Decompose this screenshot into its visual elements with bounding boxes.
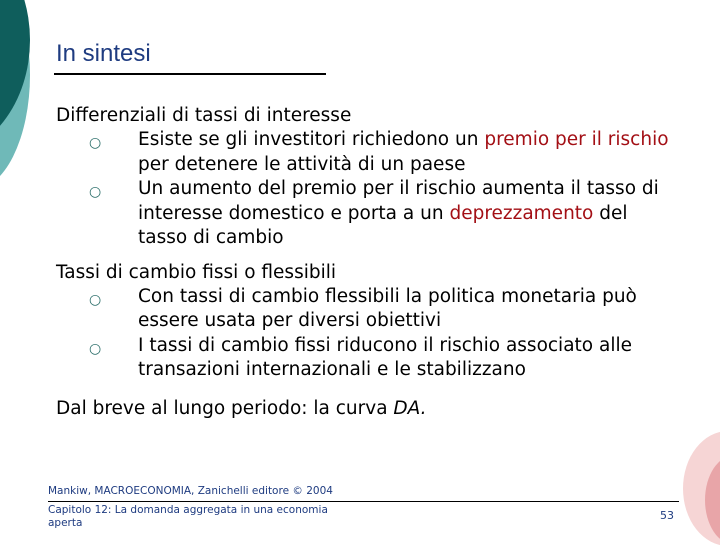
hollow-circle-bullet-icon: ○ [89, 340, 102, 357]
closing-text: Dal breve al lungo periodo: la curva [56, 397, 394, 419]
sections [56, 104, 696, 383]
bullet-text: per detenere le attività di un paese [138, 153, 466, 175]
bullet-text: del tasso di cambio [138, 202, 628, 248]
bullet-text: Con tassi di cambio flessibili la politica monetaria può essere usata per diversi obiettivi [138, 285, 637, 331]
title-underline [54, 73, 326, 75]
section-heading: Differenziali di tassi di interesse [56, 105, 352, 126]
footer-chapter: Capitolo 12: La domanda aggregata in una economia aperta [48, 504, 328, 529]
bullet-item [56, 285, 678, 334]
bullet-list [56, 285, 696, 383]
bullet-text: I tassi di cambio fissi riducono il rischio associato alle transazioni internazionali e le stabilizzano [138, 334, 632, 380]
section [56, 261, 696, 383]
slide-title: In sintesi [56, 40, 151, 67]
highlighted-term: deprezzamento [449, 202, 594, 224]
section-heading: Tassi di cambio fissi o flessibili [56, 261, 337, 283]
bullet-list [56, 128, 696, 251]
bullet-item [56, 177, 678, 251]
highlighted-term: premio per il rischio [484, 129, 669, 150]
hollow-circle-bullet-icon: ○ [89, 184, 102, 200]
hollow-circle-bullet-icon: ○ [89, 135, 102, 151]
section [56, 104, 696, 251]
bullet-item [56, 128, 678, 177]
hollow-circle-bullet-icon: ○ [89, 291, 102, 308]
bullet-text: Un aumento del premio per il rischio aumenta il tasso di interesse domestico e porta a un [138, 178, 659, 224]
page-number: 53 [660, 509, 674, 522]
footer-publisher: Mankiw, MACROECONOMIA, Zanichelli editore © 2004 [48, 485, 333, 497]
slide-body [56, 104, 696, 421]
closing-emphasis: DA. [393, 397, 427, 419]
footer-divider [48, 501, 679, 502]
bullet-text: Esiste se gli investitori richiedono un [138, 129, 485, 150]
bullet-item [56, 334, 678, 383]
closing-line [56, 397, 696, 421]
